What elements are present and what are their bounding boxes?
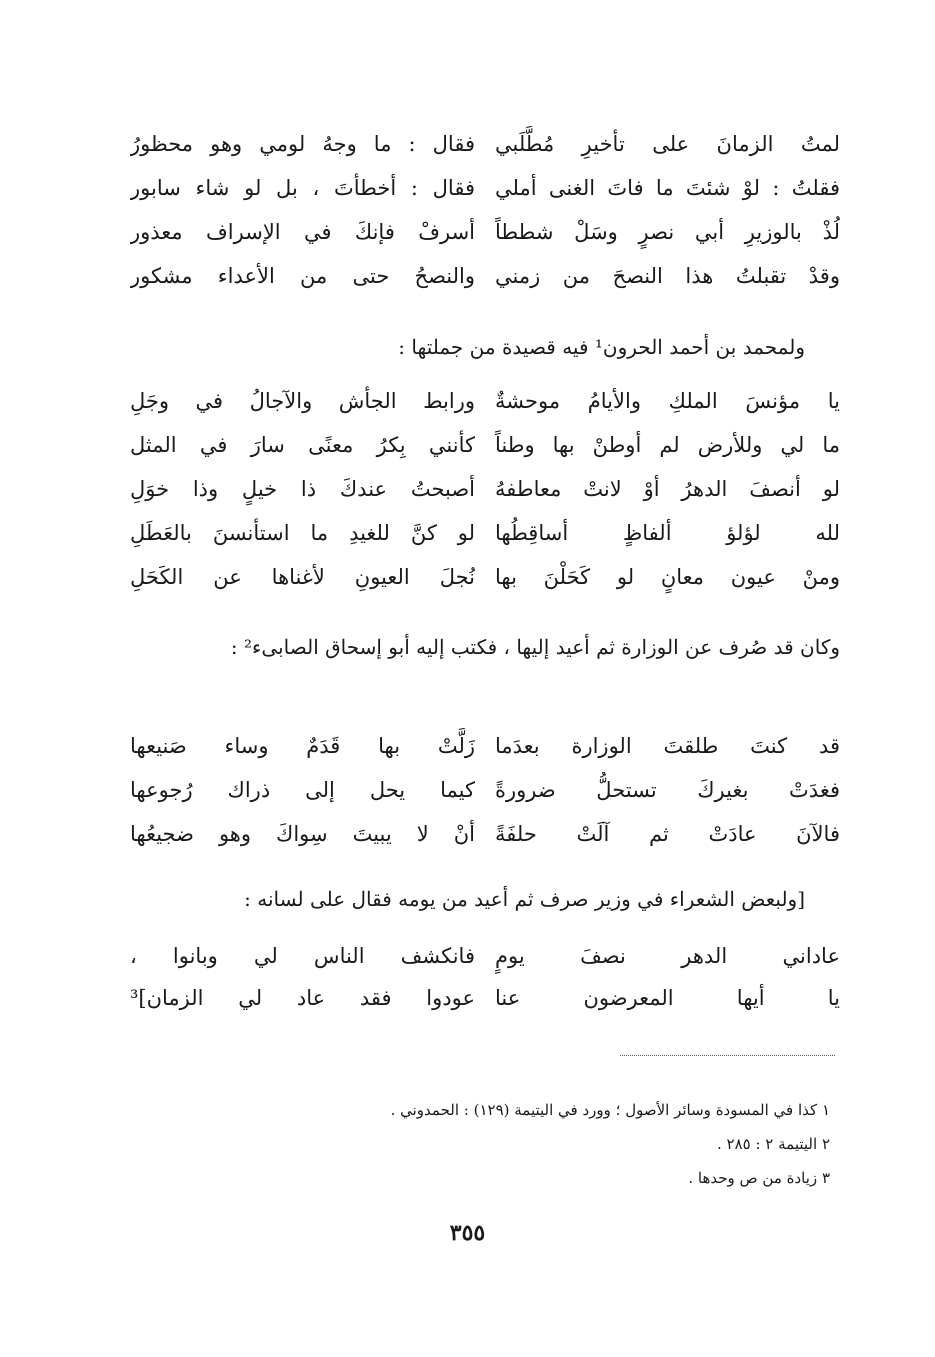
footnote-separator xyxy=(620,1055,835,1056)
footnotes xyxy=(250,1093,830,1195)
verse xyxy=(130,471,840,511)
hemistich-first: وقدْ تقبلتُ هذا النصحَ من زمني xyxy=(495,264,840,288)
verse xyxy=(130,515,840,555)
hemistich-second: كيما يحل إلى ذراك رُجوعها xyxy=(130,778,475,802)
verse xyxy=(130,214,840,254)
hemistich-second: والنصحُ حتى من الأعداء مشكور xyxy=(130,264,475,288)
hemistich-first: لُذْ بالوزيرِ أبي نصرٍ وسَلْ شططاً xyxy=(495,220,840,244)
hemistich-second: ورابط الجأش والآجالُ في وجَلِ xyxy=(130,389,475,413)
verse xyxy=(130,559,840,599)
hemistich-first: فغدَتْ بغيركَ تستحلُّ ضرورةً xyxy=(495,778,840,802)
verse xyxy=(130,258,840,298)
hemistich-second: زَلَّتْ بها قَدَمٌ وساء صَنيعها xyxy=(130,734,475,758)
hemistich-second: أنْ لا يبيتَ سِواكَ وهو ضجيعُها xyxy=(130,822,475,846)
intro-paragraph-3: وكان قد صُرف عن الوزارة ثم أعيد إليها ، فكتب إليه أبو إسحاق الصابىء² : xyxy=(230,635,840,659)
verse xyxy=(130,938,840,978)
hemistich-first: ما لي وللأرض لم أوطنْ بها وطناً xyxy=(495,433,840,457)
hemistich-first: ومنْ عيون معانٍ لو كَحَلْنَ بها xyxy=(495,565,840,589)
hemistich-first: عاداني الدهر نصفَ يومٍ xyxy=(495,944,840,968)
hemistich-first: يا أيها المعرضون عنا xyxy=(495,986,840,1010)
verse xyxy=(130,126,840,166)
hemistich-first: يا مؤنسَ الملكِ والأيامُ موحشةٌ xyxy=(495,389,840,413)
hemistich-first: فالآنَ عادَتْ ثم آلَتْ حلفَةً xyxy=(495,822,840,846)
footnote: ١ كذا في المسودة وسائر الأصول ؛ وورد في اليتيمة (١٢٩) : الحمدوني . xyxy=(390,1101,830,1119)
verse xyxy=(130,980,840,1020)
intro-paragraph-2: ولمحمد بن أحمد الحرون¹ فيه قصيدة من جملتها : xyxy=(398,335,805,359)
page-number: ٣٥٥ xyxy=(449,1220,486,1246)
footnote: ٢ اليتيمة ٢ : ٢٨٥ . xyxy=(716,1135,830,1153)
footnote: ٣ زيادة من ص وحدها . xyxy=(688,1169,830,1187)
hemistich-second: فقال : ما وجهُ لومي وهو محظورُ xyxy=(130,132,475,156)
hemistich-second: أسرفْ فإنكَ في الإسراف معذور xyxy=(130,220,475,244)
hemistich-second: فقال : أخطأتَ ، بل لو شاء سابور xyxy=(130,176,475,200)
hemistich-second: عودوا فقد عاد لي الزمان]³ xyxy=(130,986,475,1010)
hemistich-second: فانكشف الناس لي وبانوا ، xyxy=(130,944,475,968)
verse xyxy=(130,383,840,423)
verse xyxy=(130,728,840,768)
hemistich-second: أصبحتُ عندكَ ذا خيلٍ وذا خوَلِ xyxy=(130,477,475,501)
verse xyxy=(130,816,840,856)
hemistich-second: كأنني بِكرُ معنًى سارَ في المثل xyxy=(130,433,475,457)
verse xyxy=(130,772,840,812)
hemistich-first: لمتُ الزمانَ على تأخيرِ مُطَّلَبي xyxy=(495,132,840,156)
verse xyxy=(130,427,840,467)
verse xyxy=(130,170,840,210)
intro-paragraph-4: [ولبعض الشعراء في وزير صرف ثم أعيد من يومه فقال على لسانه : xyxy=(244,887,805,911)
hemistich-first: لله لؤلؤ ألفاظٍ أساقِطُها xyxy=(495,521,840,545)
hemistich-first: لو أنصفَ الدهرُ أوْ لانتْ معاطفهُ xyxy=(495,477,840,501)
hemistich-first: فقلتُ : لوْ شئتَ ما فاتَ الغنى أملي xyxy=(495,176,840,200)
hemistich-second: لو كنَّ للغيدِ ما استأنسنَ بالعَطَلِ xyxy=(130,521,475,545)
hemistich-first: قد كنتَ طلقتَ الوزارة بعدَما xyxy=(495,734,840,758)
hemistich-second: نُجلَ العيونِ لأغناها عن الكَحَلِ xyxy=(130,565,475,589)
